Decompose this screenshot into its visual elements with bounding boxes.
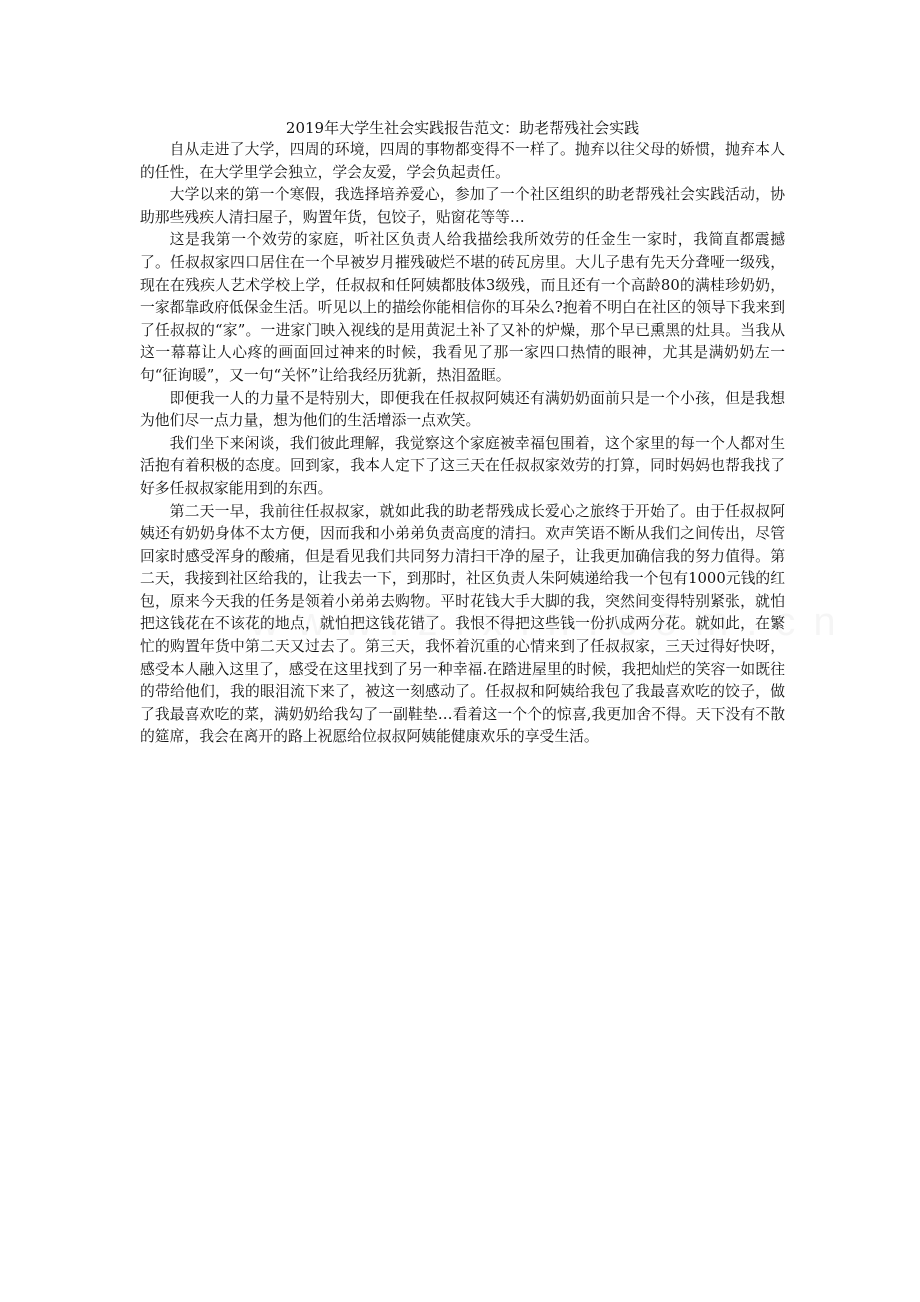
paragraph-5: 我们坐下来闲谈，我们彼此理解，我觉察这个家庭被幸福包围着，这个家里的每一个人都对生活抱有着积极的态度。回到家，我本人定下了这三天在任叔叔家效劳的打算，同时妈妈也帮我找了好多任叔叔家能用到的东西。 (140, 434, 785, 497)
paragraph-2: 大学以来的第一个寒假，我选择培养爱心，参加了一个社区组织的助老帮残社会实践活动，协助那些残疾人清扫屋子，购置年货，包饺子，贴窗花等等… (140, 186, 785, 226)
document-title: 2019年大学生社会实践报告范文：助老帮残社会实践 (285, 119, 640, 137)
paragraph-6: 第二天一早，我前往任叔叔家，就如此我的助老帮残成长爱心之旅终于开始了。由于任叔叔阿姨还有奶奶身体不太方便，因而我和小弟弟负责高度的清扫。欢声笑语不断从我们之间传出，尽管回家时感受浑身的酸痛，但是看见我们共同努力清扫干净的屋子，让我更加确信我的努力值得。第二天，我接到社区给我的，让我去一下，到那时，社区负责人朱阿姨递给我一个包有1000元钱的红包，原来今天我的任务是领着小弟弟去购物。平时花钱大手大脚的我，突然间变得特别紧张，就怕把这钱花在不该花的地点，就怕把这钱花错了。我恨不得把这些钱一份扒成两分花。就如此，在繁忙的购置年货中第二天又过去了。第三天，我怀着沉重的心情来到了任叔叔家，三天过得好快呀，感受本人融入这里了，感受在这里找到了另一种幸福.在踏进屋里的时候，我把灿烂的笑容一如既往的带给他们，我的眼泪流下来了，被这一刻感动了。任叔叔和阿姨给我包了我最喜欢吃的饺子，做了我最喜欢吃的菜，满奶奶给我勾了一副鞋垫…看着这一个个的惊喜,我更加舍不得。天下没有不散的筵席，我会在离开的路上祝愿给位叔叔阿姨能健康欢乐的享受生活。 (140, 502, 785, 746)
paragraph-4: 即便我一人的力量不是特别大，即便我在任叔叔阿姨还有满奶奶面前只是一个小孩，但是我想为他们尽一点力量，想为他们的生活增添一点欢笑。 (140, 389, 785, 430)
paragraph-3: 这是我第一个效劳的家庭，听社区负责人给我描绘我所效劳的任金生一家时，我简直都震撼了。任叔叔家四口居住在一个早被岁月摧残破烂不堪的砖瓦房里。大儿子患有先天分聋哑一级残，现在在残疾人艺术学校上学，任叔叔和任阿姨都肢体3级残，而且还有一个高龄80的满桂珍奶奶，一家都靠政府低保金生活。听见以上的描绘你能相信你的耳朵么?抱着不明白在社区的领导下我来到了任叔叔的“家”。一进家门映入视线的是用黄泥土补了又补的炉燥，那个早已熏黑的灶具。当我从这一幕幕让人心疼的画面回过神来的时候，我看见了那一家四口热情的眼神，尤其是满奶奶左一句“征询暖”，又一句“关怀”让给我经历犹新，热泪盈眶。 (140, 231, 785, 384)
document-body (140, 117, 785, 749)
paragraph-1: 自从走进了大学，四周的环境，四周的事物都变得不一样了。抛弃以往父母的娇惯，抛弃本人的任性，在大学里学会独立，学会友爱，学会负起责任。 (140, 141, 785, 181)
